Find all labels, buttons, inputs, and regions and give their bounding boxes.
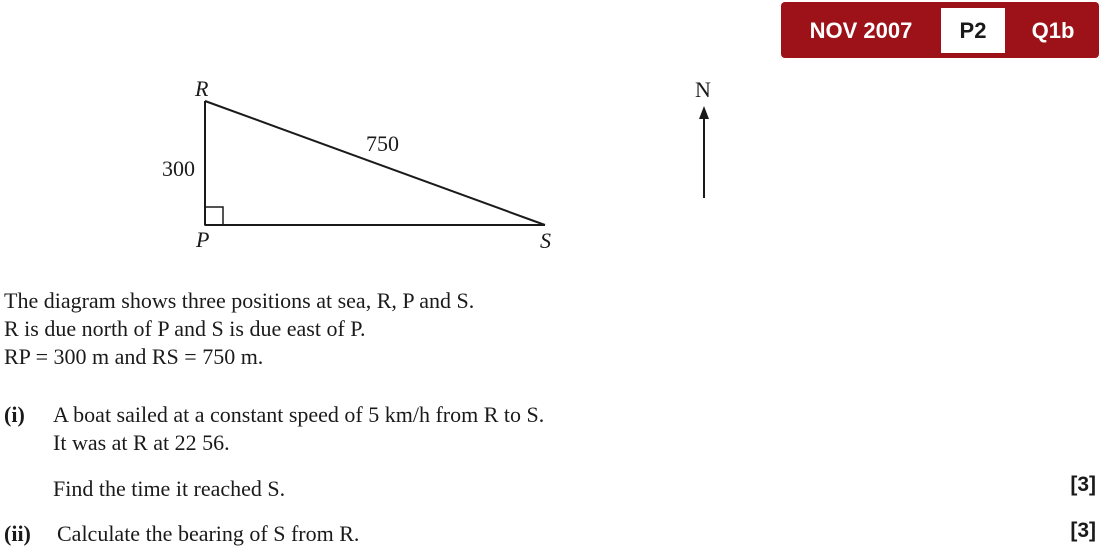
point-label-s: S [540, 228, 551, 253]
part-ii-number: (ii) [4, 521, 31, 546]
intro-line-2: R is due north of P and S is due east of P. [4, 316, 366, 341]
intro-line-1: The diagram shows three positions at sea, R, P and S. [4, 288, 475, 313]
right-angle-marker [205, 207, 223, 225]
exam-session-label: NOV 2007 [809, 18, 913, 43]
part-i-marks: [3] [1070, 473, 1096, 496]
paper-number-label: P2 [941, 8, 1005, 53]
side-label-rs: 750 [366, 131, 399, 156]
point-label-p: P [196, 227, 210, 252]
north-arrow-icon [699, 106, 709, 198]
side-rs [205, 101, 545, 225]
part-i-line-2: It was at R at 22 56. [53, 430, 230, 455]
intro-line-3: RP = 300 m and RS = 750 m. [4, 344, 264, 369]
part-i-number: (i) [4, 402, 25, 427]
part-ii-marks: [3] [1070, 519, 1096, 542]
north-label: N [695, 77, 711, 102]
part-ii-task: Calculate the bearing of S from R. [57, 521, 360, 546]
triangle-diagram [0, 0, 1100, 270]
side-label-rp: 300 [162, 156, 195, 181]
part-i-line-1: A boat sailed at a constant speed of 5 km/h from R to S. [53, 402, 545, 427]
part-i-task: Find the time it reached S. [53, 476, 286, 501]
point-label-r: R [195, 76, 209, 101]
question-number-label: Q1b [1031, 18, 1075, 43]
